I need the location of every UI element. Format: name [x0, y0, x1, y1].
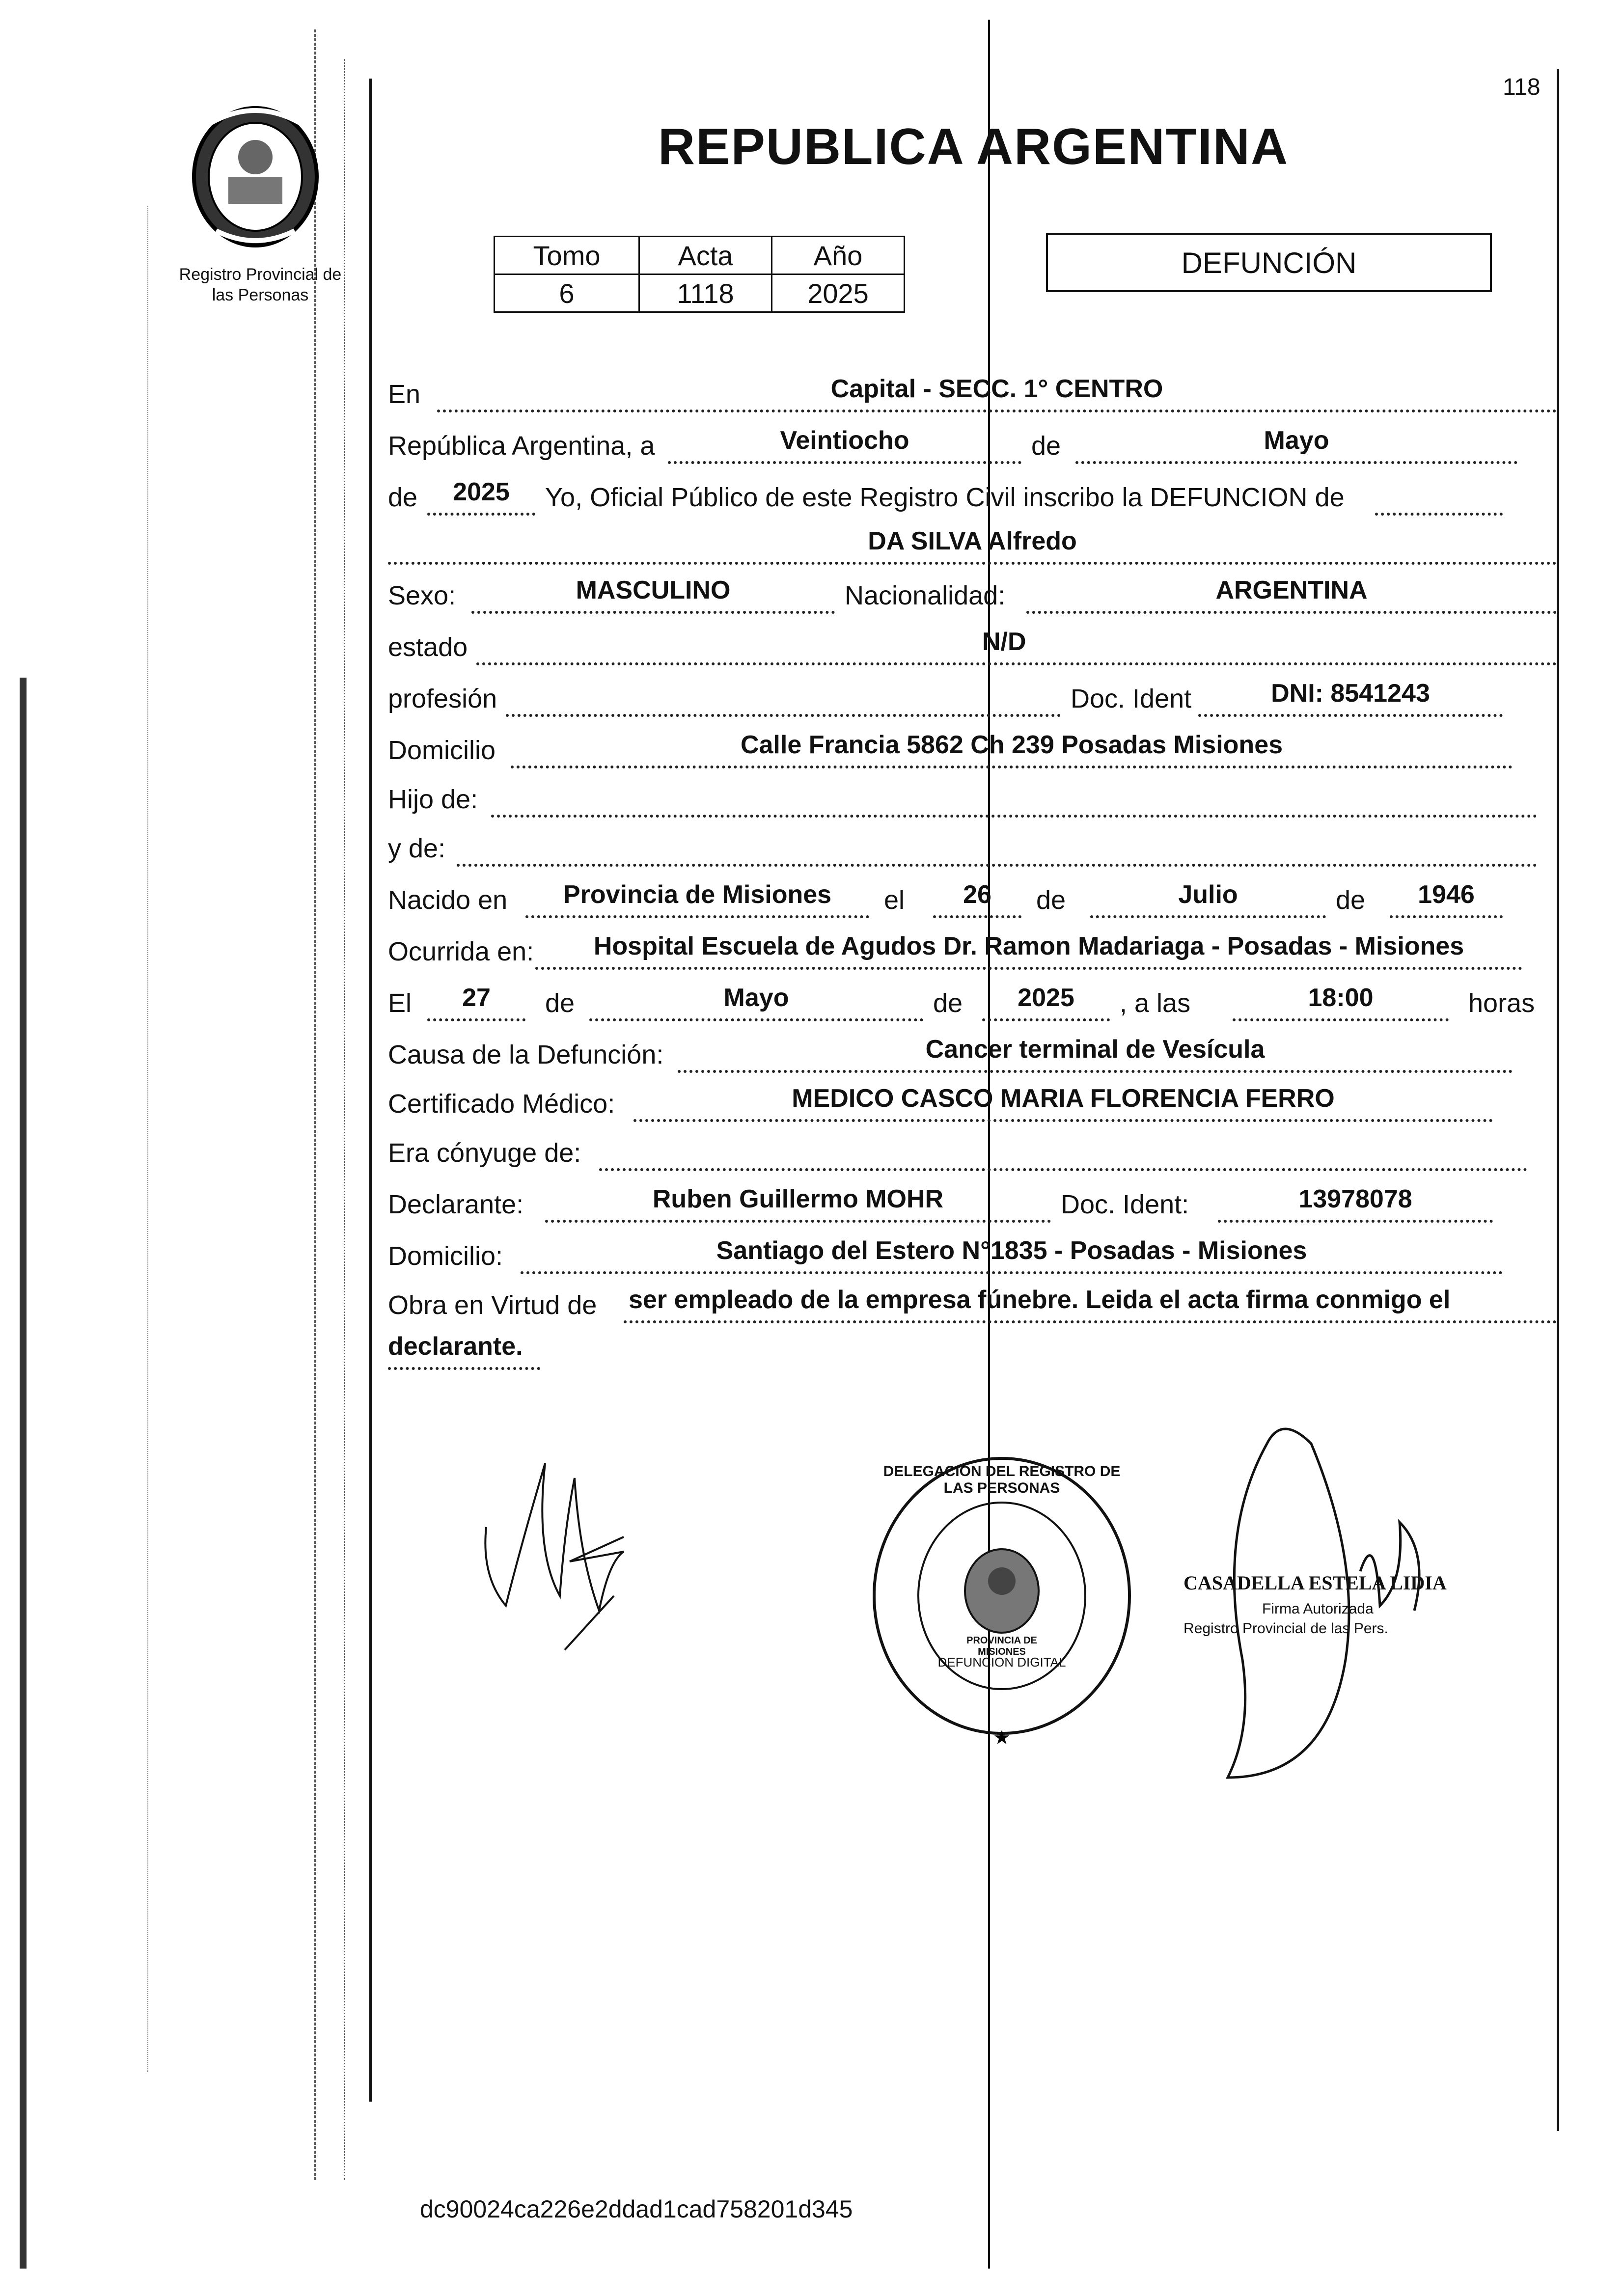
de-label-2: de [388, 483, 418, 512]
row-hijo-de [388, 768, 1557, 818]
yo-text: Yo, Oficial Público de este Registro Civil inscribo la DEFUNCION de [545, 483, 1345, 512]
page-number: 118 [1503, 74, 1541, 100]
scan-dash-line-1 [314, 29, 316, 2180]
obra-value-line2: declarante. [388, 1332, 523, 1361]
scan-dash-line-2 [344, 59, 345, 2180]
scan-dash-line-3 [147, 206, 148, 2072]
volume-value-acta: 1118 [639, 274, 772, 312]
sexo-value: MASCULINO [576, 576, 731, 604]
volume-header-acta: Acta [639, 237, 772, 274]
y-de-label: y de: [388, 834, 446, 863]
causa-value: Cancer terminal de Vesícula [925, 1035, 1265, 1064]
row-estado [388, 616, 1557, 665]
obra-label: Obra en Virtud de [388, 1290, 597, 1320]
document-type: DEFUNCIÓN [1181, 246, 1357, 279]
deceased-name: DA SILVA Alfredo [868, 527, 1077, 555]
def-dia: 27 [462, 984, 491, 1012]
svg-text:★: ★ [993, 1726, 1011, 1749]
row-declarante [388, 1174, 1557, 1223]
doc-ident-value: DNI: 8541243 [1271, 679, 1430, 708]
provincial-seal-icon [182, 103, 329, 250]
certificado-value: MEDICO CASCO MARIA FLORENCIA FERRO [792, 1084, 1335, 1113]
en-label: En [388, 380, 421, 409]
volume-table [494, 236, 905, 313]
estado-label: estado [388, 632, 468, 662]
domicilio2-value: Santiago del Estero N°1835 - Posadas - Misiones [716, 1236, 1307, 1265]
stamp-center-text: PROVINCIA DE MISIONES [966, 1635, 1037, 1657]
scan-edge-left [20, 678, 27, 2269]
nacido-label: Nacido en [388, 885, 508, 915]
registry-name-line2: las Personas [212, 286, 309, 304]
row-yo [388, 466, 1557, 516]
nacido-lugar: Provincia de Misiones [563, 880, 832, 909]
declarant-signature [476, 1449, 653, 1655]
volume-header-anio: Año [772, 237, 905, 274]
certificado-label: Certificado Médico: [388, 1089, 615, 1119]
domicilio2-label: Domicilio: [388, 1241, 503, 1271]
de-label-6: de [933, 988, 963, 1018]
right-border-line [1557, 69, 1559, 2131]
document-hash: dc90024ca226e2ddad1cad758201d345 [420, 2195, 853, 2223]
volume-value-anio: 2025 [772, 274, 905, 312]
nacionalidad-label: Nacionalidad: [845, 581, 1006, 610]
row-name [388, 516, 1557, 565]
el-label: el [884, 885, 905, 915]
row-republica [388, 415, 1557, 464]
row-domicilio2 [388, 1225, 1557, 1274]
nacido-mes: Julio [1178, 880, 1238, 909]
republica-label: República Argentina, a [388, 431, 655, 461]
left-border-line [369, 79, 372, 2102]
sexo-label: Sexo: [388, 581, 456, 610]
ocurrida-label: Ocurrida en: [388, 937, 534, 966]
horas-label: horas [1468, 988, 1535, 1018]
domicilio-value: Calle Francia 5862 Ch 239 Posadas Misiones [740, 731, 1283, 759]
row-certificado [388, 1073, 1557, 1122]
day-words: Veintiocho [780, 426, 909, 455]
row-ocurrida [388, 921, 1557, 970]
el2-label: El [388, 988, 412, 1018]
document-type-box [1046, 233, 1492, 292]
de-label-5: de [545, 988, 575, 1018]
estado-value: N/D [982, 628, 1026, 656]
stamp-outer-text: DELEGACIÓN DEL REGISTRO DE LAS PERSONAS [883, 1463, 1121, 1496]
row-obra-2 [388, 1321, 1557, 1370]
country-title: REPUBLICA ARGENTINA [658, 118, 1289, 175]
conyuge-label: Era cónyuge de: [388, 1138, 581, 1168]
registry-name-line1: Registro Provincial de [179, 265, 342, 284]
obra-value-line1: ser empleado de la empresa fúnebre. Leida el acta firma conmigo el [629, 1286, 1451, 1314]
row-domicilio [388, 719, 1557, 768]
def-hora: 18:00 [1308, 984, 1374, 1012]
year: 2025 [453, 478, 510, 506]
row-obra [388, 1274, 1557, 1323]
a-las-label: , a las [1120, 988, 1191, 1018]
def-anio: 2025 [1018, 984, 1074, 1012]
de-label-1: de [1031, 431, 1061, 461]
signature-scribble-icon [476, 1449, 653, 1655]
row-sexo [388, 565, 1557, 614]
nacido-anio: 1946 [1418, 880, 1475, 909]
volume-value-tomo: 6 [495, 274, 639, 312]
provincial-seal [182, 103, 329, 250]
row-y-de [388, 818, 1557, 867]
causa-label: Causa de la Defunción: [388, 1040, 664, 1069]
row-profesion [388, 668, 1557, 717]
stamp-inner-text: DEFUNCION DIGITAL [937, 1655, 1066, 1670]
nacido-dia: 26 [963, 880, 991, 909]
official-name: CASADELLA ESTELA LIDIA [1184, 1572, 1447, 1594]
declarante-value: Ruben Guillermo MOHR [652, 1185, 944, 1213]
ocurrida-value: Hospital Escuela de Agudos Dr. Ramon Madariaga - Posadas - Misiones [593, 932, 1464, 960]
row-nacido [388, 869, 1557, 918]
doc-ident2-value: 13978078 [1298, 1185, 1412, 1213]
row-en [388, 363, 1557, 412]
delegation-stamp [864, 1444, 1139, 1758]
row-causa [388, 1024, 1557, 1073]
domicilio-label: Domicilio [388, 736, 496, 765]
de-label-4: de [1336, 885, 1366, 915]
en-value: Capital - SECC. 1° CENTRO [830, 375, 1163, 403]
doc-ident-label: Doc. Ident [1071, 684, 1192, 713]
doc-ident2-label: Doc. Ident: [1061, 1190, 1189, 1219]
volume-header-tomo: Tomo [495, 237, 639, 274]
profesion-label: profesión [388, 684, 497, 713]
row-conyuge [388, 1122, 1557, 1171]
hijo-de-label: Hijo de: [388, 785, 478, 814]
official-role: Firma Autorizada [1262, 1601, 1374, 1617]
nacionalidad-value: ARGENTINA [1215, 576, 1368, 604]
de-label-3: de [1036, 885, 1066, 915]
def-mes: Mayo [723, 984, 789, 1012]
month: Mayo [1264, 426, 1329, 455]
declarante-label: Declarante: [388, 1190, 524, 1219]
row-fecha-defuncion [388, 972, 1557, 1021]
official-office: Registro Provincial de las Pers. [1184, 1620, 1388, 1637]
